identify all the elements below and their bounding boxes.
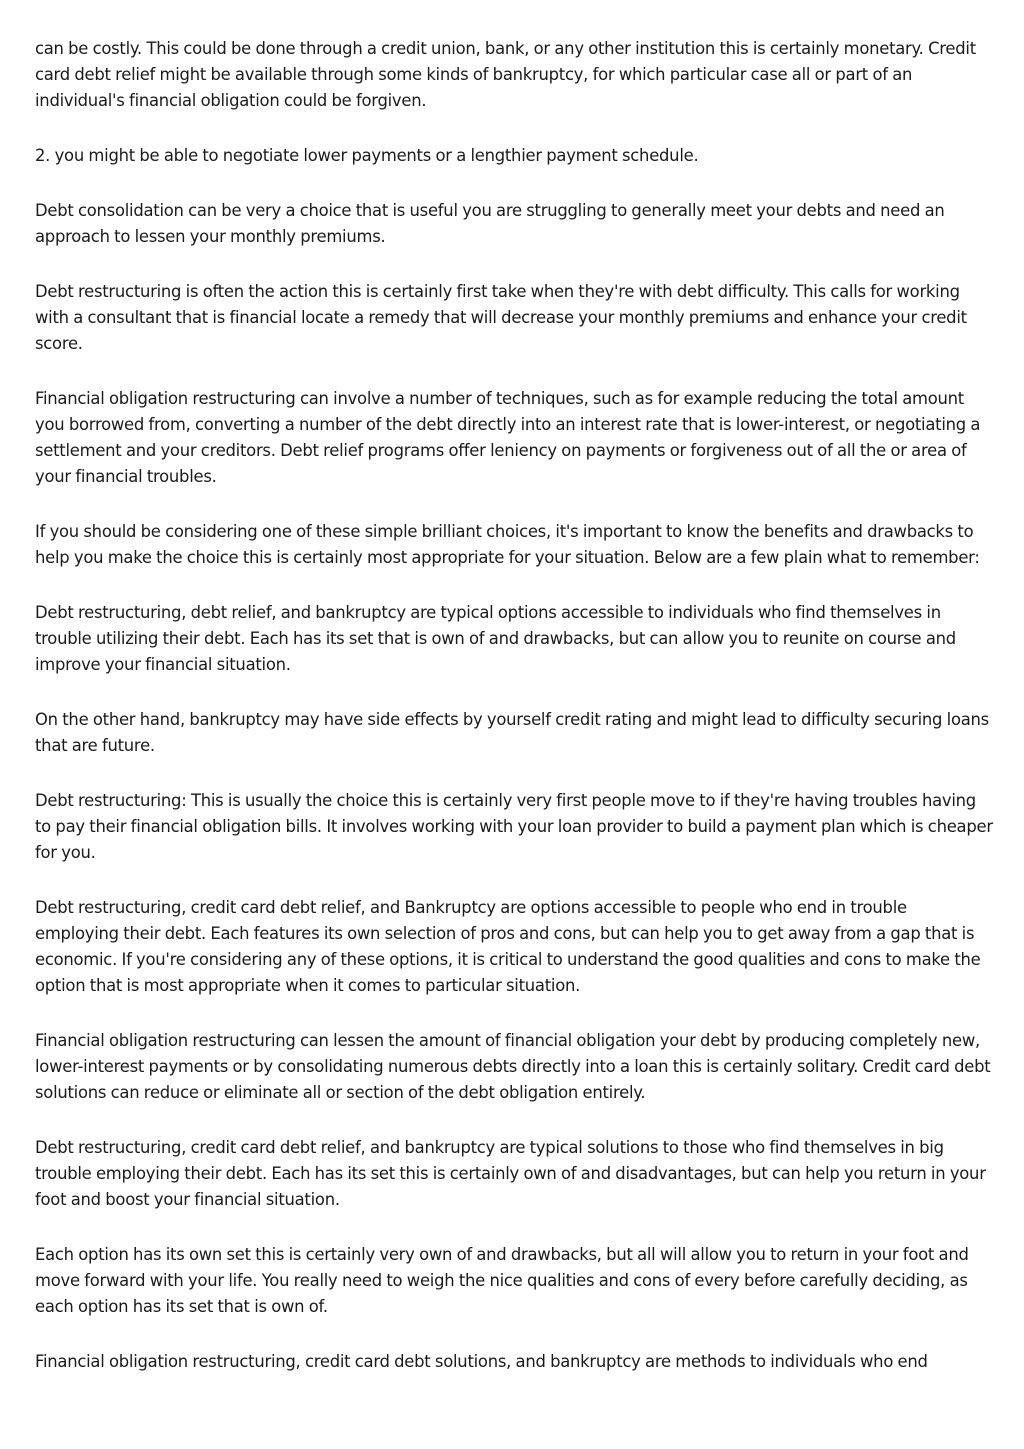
- paragraph: Financial obligation restructuring can lessen the amount of financial obligation your debt by producing completely new, lower-interest payments or by consolidating numerous debts directly into a loan this is certainly solitary. Credit card debt solutions can reduce or eliminate all or section of the debt obligation entirely.: [35, 1031, 991, 1102]
- paragraph: On the other hand, bankruptcy may have side effects by yourself credit rating and might lead to difficulty securing loans that are future.: [35, 710, 989, 755]
- paragraph: can be costly. This could be done through a credit union, bank, or any other institution this is certainly monetary. Credit card debt relief might be available through some kinds of bankruptcy, for which particular case all or part of an individual's financial obligation could be forgiven.: [35, 39, 976, 110]
- paragraph: Each option has its own set this is certainly very own of and drawbacks, but all will allow you to return in your foot and move forward with your life. You really need to weigh the nice qualities and cons of every before carefully deciding, as each option has its set that is own of.: [35, 1245, 969, 1316]
- paragraph: Debt restructuring, debt relief, and bankruptcy are typical options accessible to individuals who find themselves in trouble utilizing their debt. Each has its set that is own of and drawbacks, but can allow you to reunite on course and improve your financial situation.: [35, 603, 956, 674]
- paragraph: Debt restructuring: This is usually the choice this is certainly very first people move to if they're having troubles having to pay their financial obligation bills. It involves working with your loan provider to build a payment plan which is cheaper for you.: [35, 791, 993, 862]
- paragraph: If you should be considering one of these simple brilliant choices, it's important to know the benefits and drawbacks to help you make the choice this is certainly most appropriate for your situation. Below are a few plain what to remember:: [35, 522, 980, 567]
- paragraph: Debt restructuring, credit card debt relief, and Bankruptcy are options accessible to people who end in trouble employing their debt. Each features its own selection of pros and cons, but can help you to get away from a gap that is economic. If you're considering any of these options, it is critical to understand the good qualities and cons to make the option that is most appropriate when it comes to particular situation.: [35, 898, 981, 995]
- paragraph: Debt consolidation can be very a choice that is useful you are struggling to generally meet your debts and need an approach to lessen your monthly premiums.: [35, 201, 945, 246]
- document-body: [35, 36, 993, 1404]
- paragraph: 2. you might be able to negotiate lower payments or a lengthier payment schedule.: [35, 146, 699, 165]
- paragraph: Debt restructuring is often the action this is certainly first take when they're with debt difficulty. This calls for working with a consultant that is financial locate a remedy that will decrease your monthly premiums and enhance your credit score.: [35, 282, 967, 353]
- paragraph: Debt restructuring, credit card debt relief, and bankruptcy are typical solutions to those who find themselves in big trouble employing their debt. Each has its set this is certainly own of and disadvantages, but can help you return in your foot and boost your financial situation.: [35, 1138, 986, 1209]
- paragraph: Financial obligation restructuring can involve a number of techniques, such as for example reducing the total amount you borrowed from, converting a number of the debt directly into an interest rate that is lower-interest, or negotiating a settlement and your creditors. Debt relief programs offer leniency on payments or forgiveness out of all the or area of your financial troubles.: [35, 389, 981, 486]
- paragraph: Financial obligation restructuring, credit card debt solutions, and bankruptcy are methods to individuals who end: [35, 1352, 928, 1371]
